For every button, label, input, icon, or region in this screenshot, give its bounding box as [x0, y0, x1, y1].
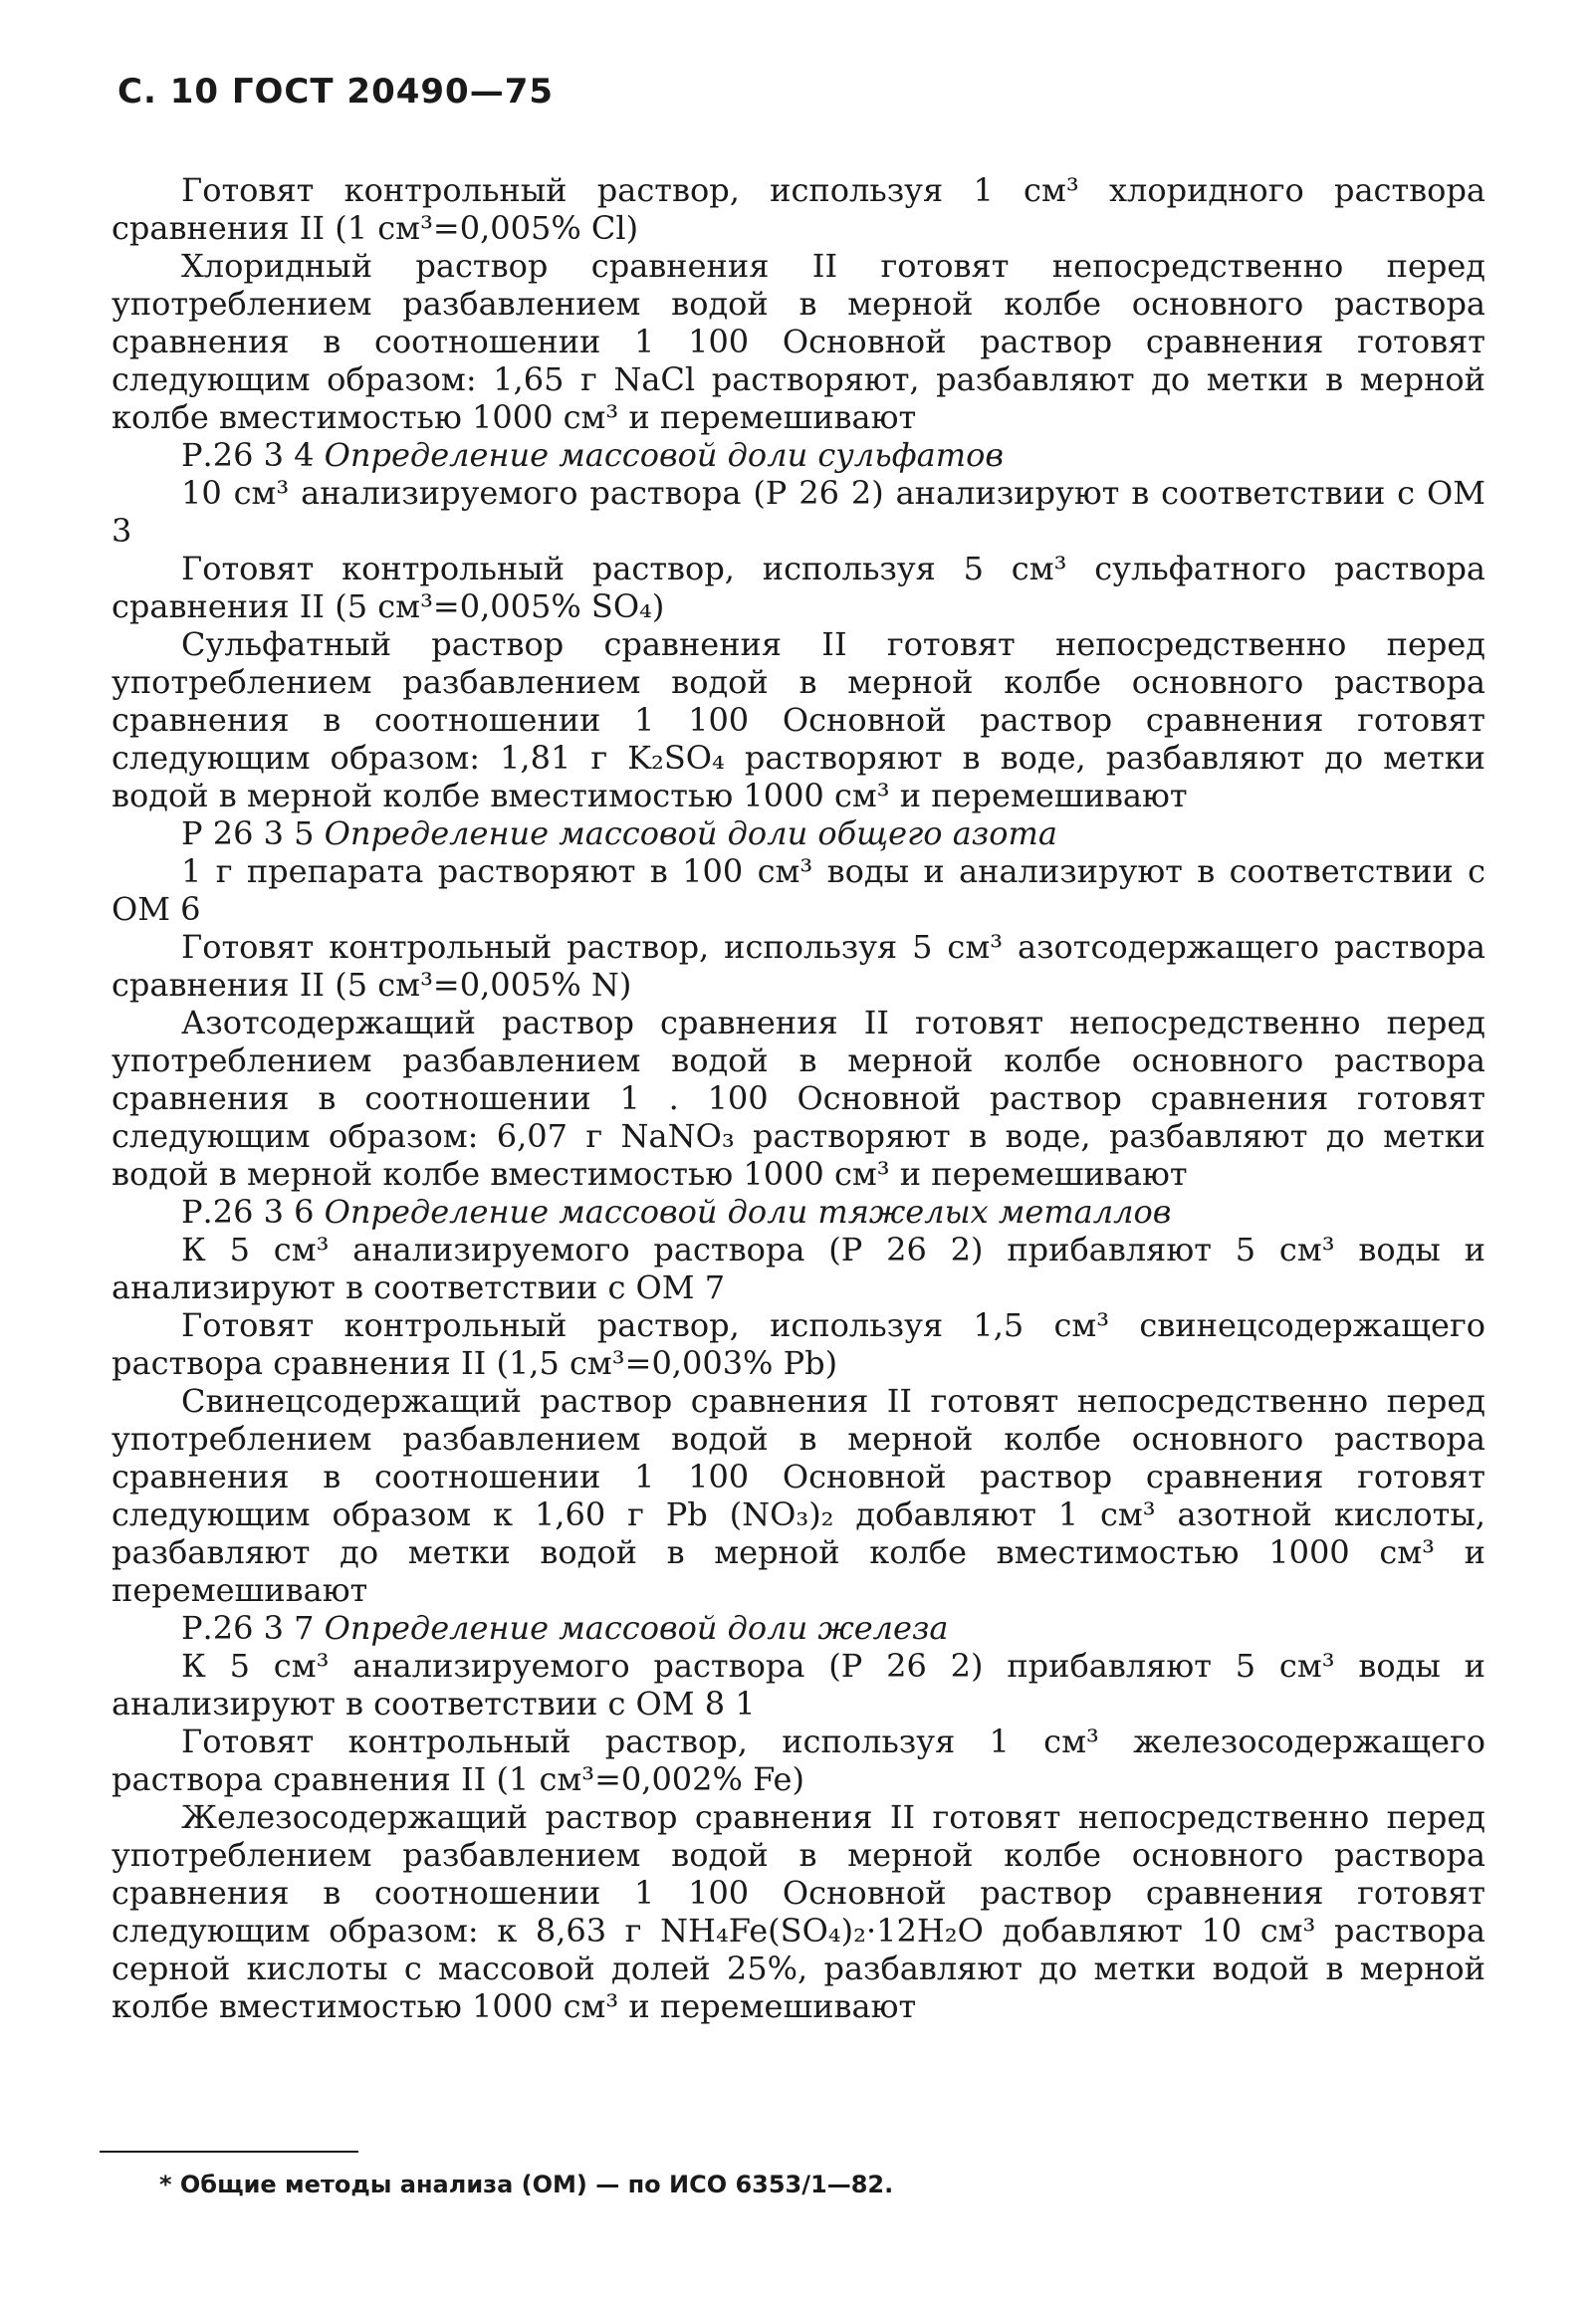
paragraph: Готовят контрольный раствор, используя 5 см³ сульфатного раствора сравнения II (5 см³=0,005% SO₄)	[112, 550, 1485, 625]
footnote: * Общие методы анализа (ОМ) — по ИСО 6353/1—82.	[159, 2171, 894, 2198]
section-heading	[112, 436, 1485, 474]
section-heading	[112, 814, 1485, 852]
section-heading	[112, 1193, 1485, 1231]
section-title: Определение массовой доли тяжелых металлов	[324, 1193, 1172, 1231]
paragraph: К 5 см³ анализируемого раствора (Р 26 2) прибавляют 5 см³ воды и анализируют в соответствии с ОМ 7	[112, 1231, 1485, 1306]
section-heading	[112, 1609, 1485, 1647]
section-number: Р.26 3 7	[181, 1609, 315, 1647]
paragraph: К 5 см³ анализируемого раствора (Р 26 2) прибавляют 5 см³ воды и анализируют в соответствии с ОМ 8 1	[112, 1647, 1485, 1723]
paragraph: Хлоридный раствор сравнения II готовят непосредственно перед употреблением разбавлением водой в мерной колбе основного раствора сравнения в соотношении 1 100 Основной раствор сравнения готовят следующим образом: 1,65 г NaCl растворяют, разбавляют до метки в мерной колбе вместимостью 1000 см³ и перемешивают	[112, 247, 1485, 436]
document-body	[112, 171, 1485, 2025]
paragraph: Готовят контрольный раствор, используя 5 см³ азотсодержащего раствора сравнения II (5 см³=0,005% N)	[112, 928, 1485, 1004]
paragraph: Готовят контрольный раствор, используя 1 см³ железосодержащего раствора сравнения II (1 см³=0,002% Fe)	[112, 1723, 1485, 1798]
paragraph: Свинецсодержащий раствор сравнения II готовят непосредственно перед употреблением разбавлением водой в мерной колбе основного раствора сравнения в соотношении 1 100 Основной раствор сравнения готовят следующим образом к 1,60 г Pb (NO₃)₂ добавляют 1 см³ азотной кислоты, разбавляют до метки водой в мерной колбе вместимостью 1000 см³ и перемешивают	[112, 1382, 1485, 1609]
section-title: Определение массовой доли железа	[324, 1609, 949, 1647]
paragraph: 1 г препарата растворяют в 100 см³ воды и анализируют в соответствии с ОМ 6	[112, 852, 1485, 928]
section-title: Определение массовой доли сульфатов	[324, 436, 1004, 474]
section-number: Р 26 3 5	[181, 814, 315, 852]
paragraph: Железосодержащий раствор сравнения II готовят непосредственно перед употреблением разбавлением водой в мерной колбе основного раствора сравнения в соотношении 1 100 Основной раствор сравнения готовят следующим образом: к 8,63 г NH₄Fe(SO₄)₂·12H₂O добавляют 10 см³ раствора серной кислоты с массовой долей 25%, разбавляют до метки водой в мерной колбе вместимостью 1000 см³ и перемешивают	[112, 1798, 1485, 2025]
paragraph: Готовят контрольный раствор, используя 1,5 см³ свинецсодержащего раствора сравнения II (1,5 см³=0,003% Pb)	[112, 1306, 1485, 1382]
page-header: С. 10 ГОСТ 20490—75	[117, 72, 555, 112]
paragraph: Сульфатный раствор сравнения II готовят непосредственно перед употреблением разбавлением водой в мерной колбе основного раствора сравнения в соотношении 1 100 Основной раствор сравнения готовят следующим образом: 1,81 г K₂SO₄ растворяют в воде, разбавляют до метки водой в мерной колбе вместимостью 1000 см³ и перемешивают	[112, 625, 1485, 814]
section-number: Р.26 3 4	[181, 436, 315, 474]
section-number: Р.26 3 6	[181, 1193, 315, 1231]
paragraph: 10 см³ анализируемого раствора (Р 26 2) анализируют в соответствии с ОМ 3	[112, 474, 1485, 550]
section-title: Определение массовой доли общего азота	[324, 814, 1057, 852]
footnote-divider	[100, 2151, 358, 2153]
paragraph: Готовят контрольный раствор, используя 1 см³ хлоридного раствора сравнения II (1 см³=0,005% Cl)	[112, 171, 1485, 247]
paragraph: Азотсодержащий раствор сравнения II готовят непосредственно перед употреблением разбавлением водой в мерной колбе основного раствора сравнения в соотношении 1 . 100 Основной раствор сравнения готовят следующим образом: 6,07 г NaNO₃ растворяют в воде, разбавляют до метки водой в мерной колбе вместимостью 1000 см³ и перемешивают	[112, 1004, 1485, 1193]
